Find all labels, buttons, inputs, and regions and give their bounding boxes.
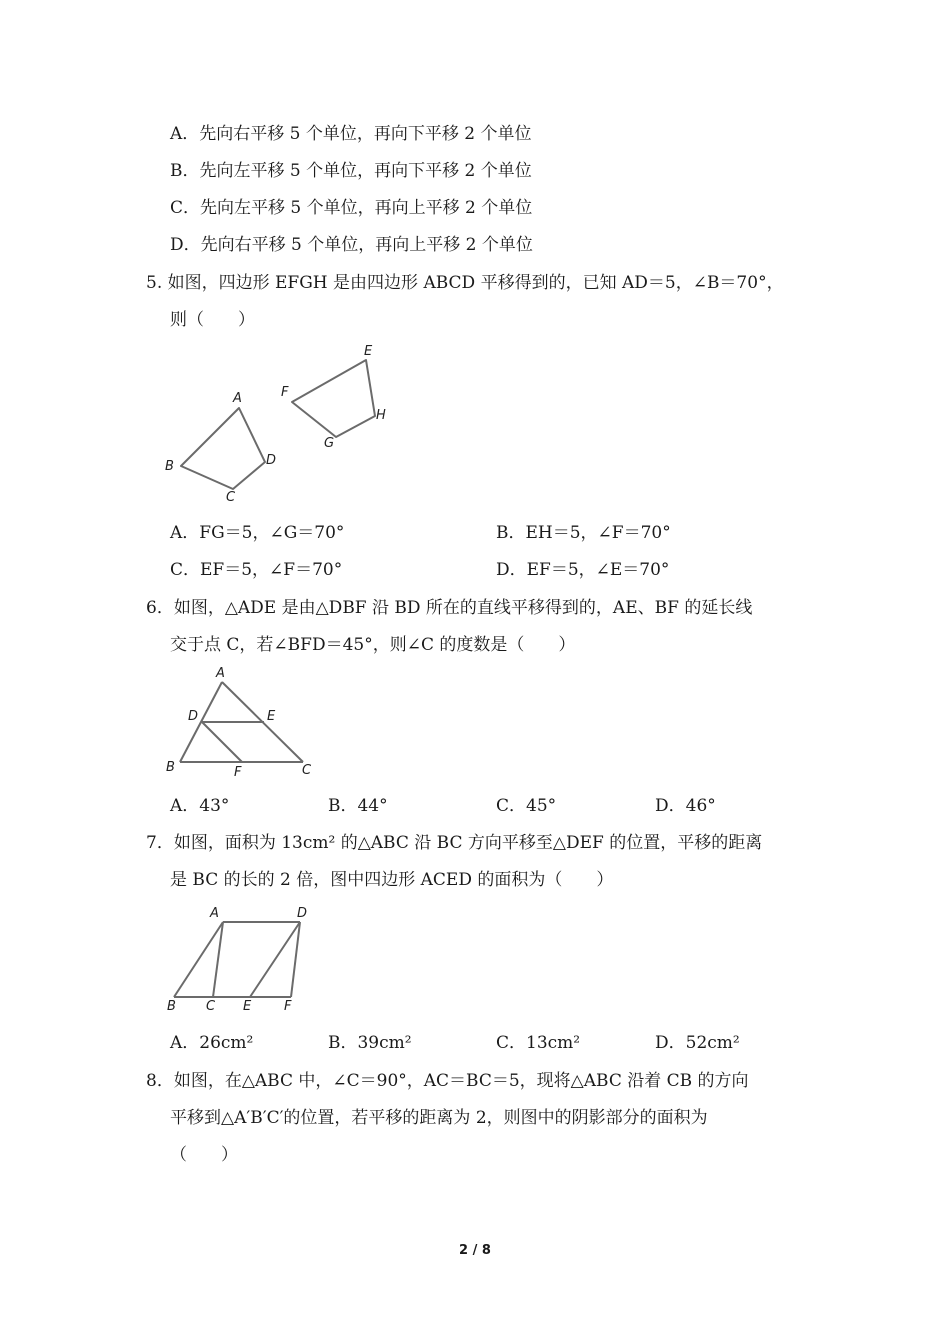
q6-option-c: C．45° [496,796,557,816]
q5-label-c: C [226,490,236,505]
q7-option-d: D．52cm² [655,1033,740,1053]
q4-option-a: A．先向右平移 5 个单位，再向下平移 2 个单位 [170,124,532,144]
q5-option-c: C．EF＝5，∠F＝70° [170,560,343,580]
q6-label-e: E [267,709,276,724]
q4-option-d: D．先向右平移 5 个单位，再向上平移 2 个单位 [170,235,533,255]
q5-option-b: B．EH＝5，∠F＝70° [496,523,671,543]
q5-option-d: D．EF＝5，∠E＝70° [496,560,670,580]
q7-stem-line2: 是 BC 的长的 2 倍，图中四边形 ACED 的面积为（ ） [170,870,614,890]
q5-stem-line1: 5. 如图，四边形 EFGH 是由四边形 ABCD 平移得到的，已知 AD＝5，∠B＝70°， [146,273,784,293]
q5-option-a: A．FG＝5，∠G＝70° [170,523,345,543]
q6-option-d: D．46° [655,796,716,816]
q7-option-b: B．39cm² [328,1033,412,1053]
q4-option-c: C．先向左平移 5 个单位，再向上平移 2 个单位 [170,198,533,218]
q6-label-c: C [302,763,312,778]
q7-label-b: B [167,999,176,1014]
q7-stem-line1: 7．如图，面积为 13cm² 的△ABC 沿 BC 方向平移至△DEF 的位置，平移的距离 [146,833,763,853]
q5-label-d: D [266,453,277,468]
q6-stem-line1: 6．如图，△ADE 是由△DBF 沿 BD 所在的直线平移得到的，AE、BF 的延长线 [146,598,753,618]
q5-label-f: F [281,385,289,400]
q6-label-b: B [166,760,175,775]
segment-ab [174,922,223,997]
q5-label-b: B [165,459,174,474]
q7-label-a: A [210,906,219,921]
q7-option-a: A．26cm² [170,1033,254,1053]
q5-stem-line2: 则（ ） [170,310,255,330]
q6-label-f: F [234,765,242,780]
q7-option-c: C．13cm² [496,1033,581,1053]
q5-label-a: A [233,391,242,406]
q5-label-h: H [376,408,386,423]
q6-label-a: A [216,666,225,681]
q8-stem-line1: 8．如图，在△ABC 中，∠C＝90°，AC＝BC＝5，现将△ABC 沿着 CB 的方向 [146,1071,749,1091]
q7-label-e: E [243,999,252,1014]
q6-option-b: B．44° [328,796,388,816]
q4-option-b: B．先向左平移 5 个单位，再向下平移 2 个单位 [170,161,532,181]
q7-label-c: C [206,999,216,1014]
q8-stem-line2: 平移到△A′B′C′的位置，若平移的距离为 2，则图中的阴影部分的面积为 [170,1108,708,1128]
q8-stem-line3: （ ） [170,1145,238,1165]
q5-label-g: G [324,436,335,451]
q6-label-d: D [188,709,199,724]
page-number: 2 / 8 [459,1243,491,1258]
q7-label-f: F [284,999,292,1014]
q6-stem-line2: 交于点 C，若∠BFD＝45°，则∠C 的度数是（ ） [170,635,576,655]
q6-option-a: A．43° [170,796,230,816]
q7-label-d: D [297,906,308,921]
q5-label-e: E [364,344,373,359]
